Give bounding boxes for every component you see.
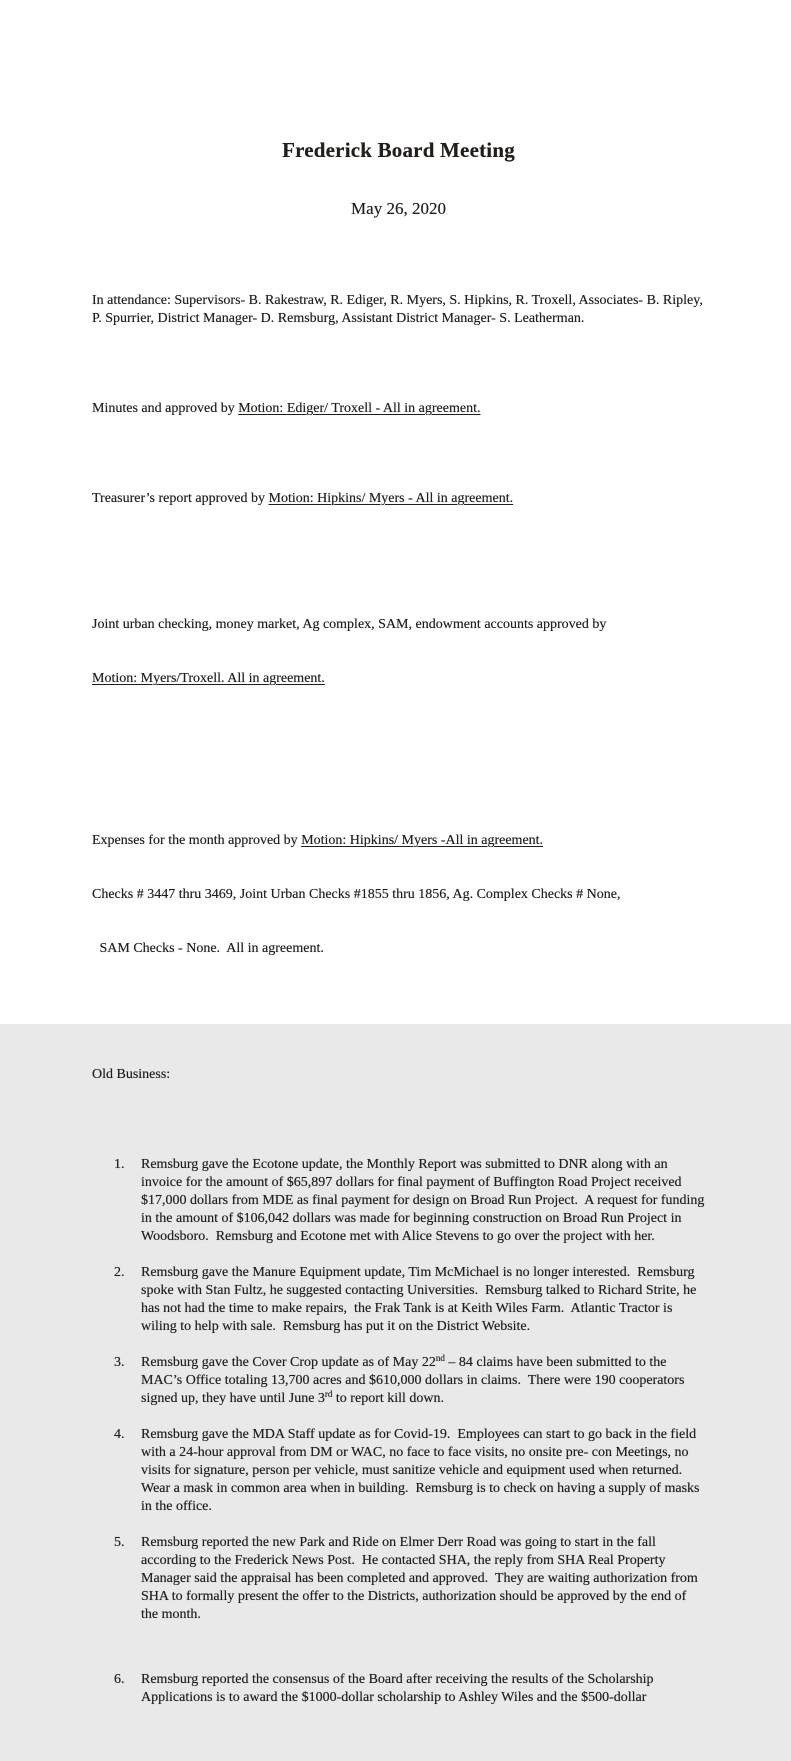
list-item [114,1534,705,1624]
accounts-paragraph [92,580,705,724]
treasurer-paragraph [92,490,705,508]
old-business-list [92,1156,708,1707]
old-business-heading: Old Business: [92,1067,171,1082]
list-item-text: Remsburg gave the Ecotone update, the Monthly Report was submitted to DNR along with an invoice for the amount of $65,897 dollars for final payment of Buffington Road Project received $17,000 dollars from MDE as final payment for design on Broad Run Project. A request for funding in the amount of $106,042 dollars was made for beginning construction on Broad Run Project in Woodsboro. Remsburg and Ecotone met with Alice Stevens to go over the project with her. [141,1157,708,1244]
sam-checks-line: SAM Checks - None. All in agreement. [96,941,324,956]
treasurer-prefix: Treasurer’s report approved by [92,491,269,506]
treasurer-motion: Motion: Hipkins/ Myers - All in agreement. [268,491,514,506]
expenses-prefix: Expenses for the month approved by [92,833,302,848]
list-item-number: 2. [114,1265,125,1280]
list-item [114,1671,705,1707]
expenses-motion: Motion: Hipkins/ Myers -All in agreement. [301,833,544,848]
list-item-text: Remsburg reported the consensus of the Board after receiving the results of the Scholarship Applications is to award the $1000-dollar scholarship to Ashley Wiles and the $500-dollar [141,1672,657,1705]
list-item-text: Remsburg gave the Cover Crop update as of May 22nd – 84 claims have been submitted to the MAC’s Office totaling 13,700 acres and $610,000 dollars in claims. There were 190 cooperators signed up, they have until June 3rd to report kill down. [141,1353,688,1406]
attendance-text: In attendance: Supervisors- B. Rakestraw, R. Ediger, R. Myers, S. Hipkins, R. Troxell, Associates- B. Ripley, P. Spurrier, District Manager- D. Remsburg, Assistant District Manager- S. Leatherman. [92,293,707,326]
expenses-paragraph [92,796,705,994]
list-item-number: 1. [114,1157,125,1172]
page-title: Frederick Board Meeting [282,138,515,162]
meeting-date: May 26, 2020 [351,199,446,218]
list-item-number: 3. [114,1355,125,1370]
minutes-paragraph [92,400,705,418]
checks-line: Checks # 3447 thru 3469, Joint Urban Checks #1855 thru 1856, Ag. Complex Checks # None, [92,887,621,902]
list-item [114,1426,705,1516]
list-item [114,1264,705,1336]
list-item-text: Remsburg gave the Manure Equipment update, Tim McMichael is no longer interested. Remsburg spoke with Stan Fultz, he suggested contacting Universities. Remsburg talked to Richard Strite, he has not had the time to make repairs, the Frak Tank is at Keith Wiles Farm. Atlantic Tractor is wiling to help with sale. Remsburg has put it on the District Website. [141,1265,700,1334]
accounts-line: Joint urban checking, money market, Ag complex, SAM, endowment accounts approved by [92,617,607,632]
attendance-paragraph [92,292,705,328]
minutes-prefix: Minutes and approved by [92,401,239,416]
minutes-motion: Motion: Ediger/ Troxell - All in agreement. [238,401,481,416]
list-item-number: 6. [114,1672,125,1687]
list-item-text: Remsburg reported the new Park and Ride on Elmer Derr Road was going to start in the fall according to the Frederick News Post. He contacted SHA, the reply from SHA Real Property Manager said the appraisal has been completed and approved. They are waiting authorization from SHA to formally present the offer to the Districts, authorization should be approved by the end of the month. [141,1535,702,1622]
list-item [114,1156,708,1246]
list-item [114,1354,705,1408]
accounts-motion: Motion: Myers/Troxell. All in agreement. [92,671,325,686]
list-item-number: 5. [114,1535,125,1550]
list-item-text: Remsburg gave the MDA Staff update as for Covid-19. Employees can start to go back in the field with a 24-hour approval from DM or WAC, no face to face visits, no onsite pre- con Meetings, no visits for signature, person per vehicle, must sanitize vehicle and equipment used when returned. Wear a mask in common area when in building. Remsburg is to check on having a supply of masks in the office. [141,1427,704,1514]
list-item-number: 4. [114,1427,125,1442]
